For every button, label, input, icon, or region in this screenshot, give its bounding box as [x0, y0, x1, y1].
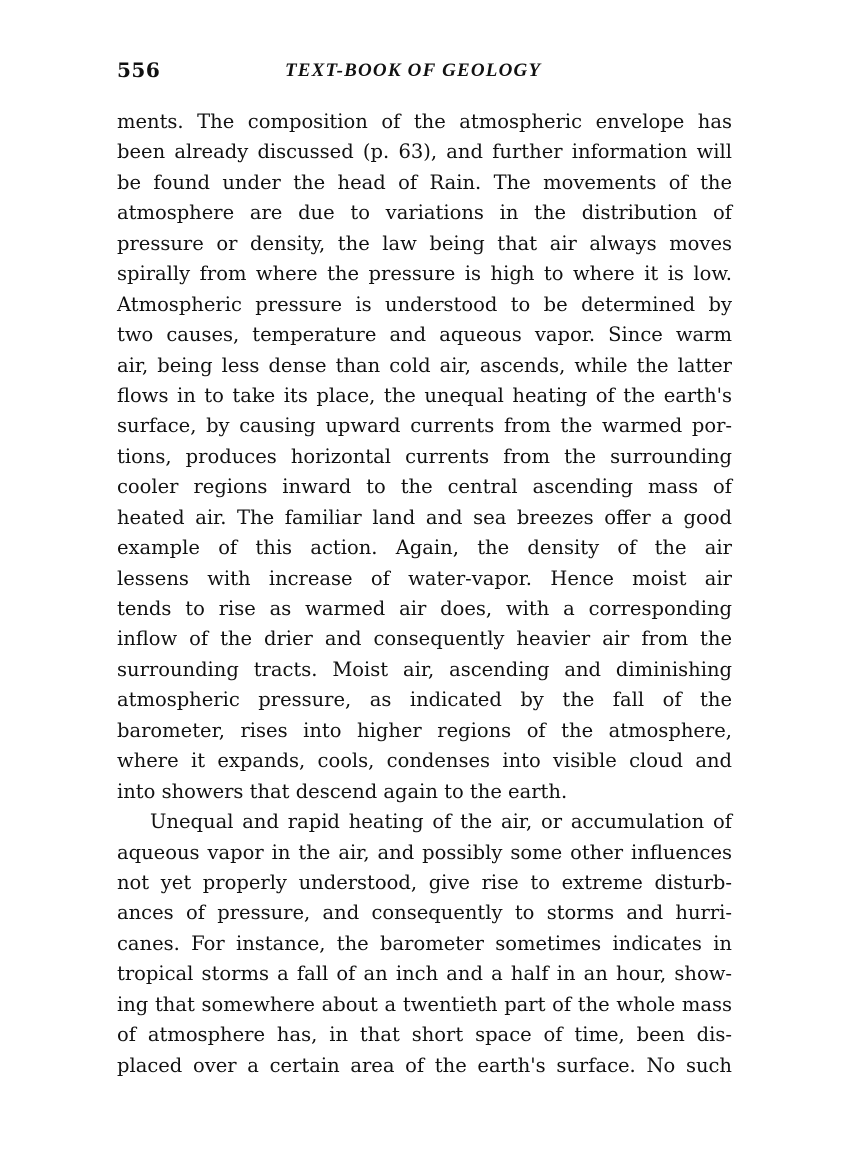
text-line: two causes, temperature and aqueous vapor. Since warm: [117, 323, 732, 347]
body-text: [117, 107, 732, 1081]
paragraph-1: [117, 107, 732, 807]
text-line: ing that somewhere about a twentieth part of the whole mass: [117, 992, 732, 1016]
text-line: Atmospheric pressure is understood to be determined by: [117, 292, 732, 316]
text-line: ances of pressure, and consequently to storms and hurri-: [117, 901, 732, 925]
text-line: pressure or density, the law being that air always moves: [117, 231, 732, 255]
text-line: of atmosphere has, in that short space of time, been dis-: [117, 1023, 732, 1047]
text-line: surface, by causing upward currents from the warmed por-: [117, 414, 732, 438]
text-line: surrounding tracts. Moist air, ascending and diminishing: [117, 657, 732, 681]
text-line: canes. For instance, the barometer sometimes indicates in: [117, 931, 732, 955]
text-line: been already discussed (p. 63), and further information will: [117, 140, 732, 164]
text-line: not yet properly understood, give rise to extreme disturb-: [117, 870, 732, 894]
text-line: aqueous vapor in the air, and possibly some other influences: [117, 840, 732, 864]
text-line: ments. The composition of the atmospheric envelope has: [117, 110, 732, 133]
text-line: tropical storms a fall of an inch and a half in an hour, show-: [117, 962, 732, 986]
text-line: air, being less dense than cold air, ascends, while the latter: [117, 353, 732, 377]
text-line: inflow of the drier and consequently heavier air from the: [117, 627, 732, 651]
text-line: spirally from where the pressure is high to where it is low.: [117, 262, 732, 286]
text-line: Unequal and rapid heating of the air, or accumulation of: [150, 810, 732, 834]
text-line: atmosphere are due to variations in the distribution of: [117, 201, 732, 225]
text-line: flows in to take its place, the unequal heating of the earth's: [117, 383, 732, 407]
text-line: example of this action. Again, the density of the air: [117, 536, 732, 560]
text-line: atmospheric pressure, as indicated by the fall of the: [117, 688, 732, 712]
page-number: 556: [117, 58, 161, 82]
text-line: tions, produces horizontal currents from the surrounding: [117, 444, 732, 468]
text-line: tends to rise as warmed air does, with a corresponding: [117, 597, 732, 620]
text-line: cooler regions inward to the central ascending mass of: [117, 475, 732, 499]
text-line: where it expands, cools, condenses into visible cloud and: [117, 749, 732, 773]
text-line: lessens with increase of water-vapor. Hence moist air: [117, 566, 732, 590]
text-line: barometer, rises into higher regions of the atmosphere,: [117, 718, 732, 742]
running-title: TEXT-BOOK OF GEOLOGY: [285, 60, 542, 81]
text-line: heated air. The familiar land and sea breezes offer a good: [117, 505, 732, 529]
text-line: be found under the head of Rain. The movements of the: [117, 170, 732, 194]
text-line: placed over a certain area of the earth's surface. No such: [117, 1053, 732, 1077]
running-head: [117, 58, 732, 88]
text-line: into showers that descend again to the earth.: [117, 779, 568, 803]
paragraph-2: [117, 807, 732, 1081]
